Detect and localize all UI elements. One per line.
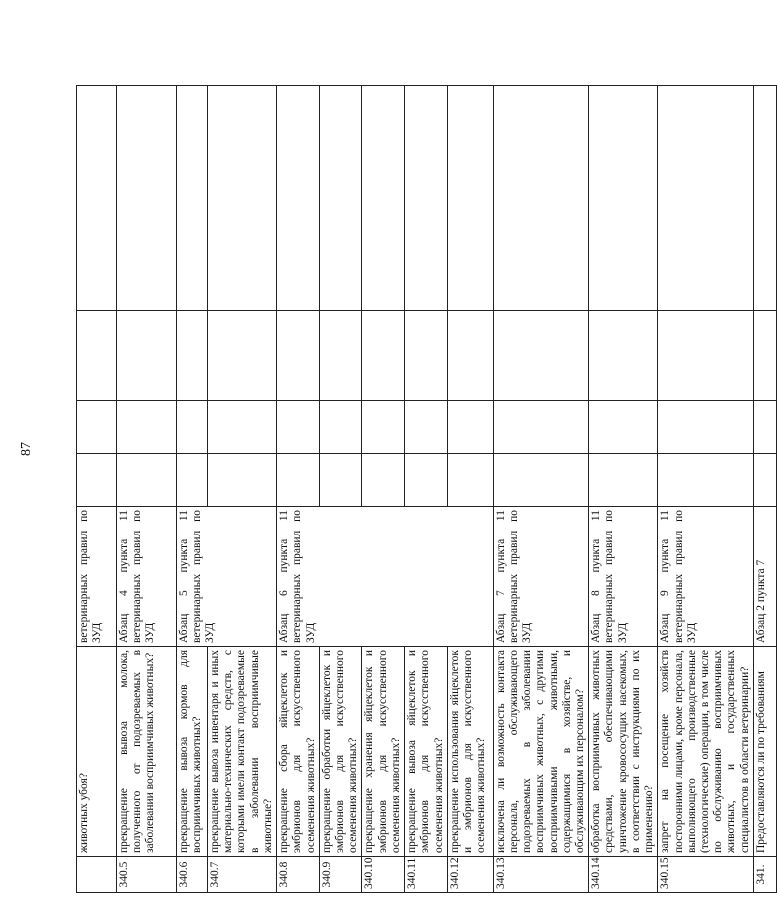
empty-cell	[277, 86, 320, 311]
row-question: прекращение использования яйцеклеток и эмбрионов для искусственного осеменения животных?	[447, 647, 493, 857]
checklist-table-container	[76, 86, 767, 893]
empty-cell	[208, 454, 277, 507]
row-number: 340.6	[177, 857, 208, 893]
row-number: 340.13	[493, 857, 589, 893]
row-number: 340.7	[208, 857, 277, 893]
empty-cell	[277, 454, 320, 507]
empty-cell	[319, 86, 362, 311]
empty-cell	[117, 454, 177, 507]
empty-cell	[658, 311, 754, 401]
empty-cell	[589, 86, 658, 311]
empty-cell	[589, 401, 658, 454]
empty-cell	[362, 401, 405, 454]
empty-cell	[177, 86, 208, 311]
row-number: 341.	[753, 857, 776, 893]
table-row	[117, 86, 177, 893]
row-number	[77, 857, 117, 893]
table-row	[753, 86, 776, 893]
row-reference: Абзац 8 пункта 11 ветеринарных правил по ЗУД	[589, 507, 658, 647]
empty-cell	[77, 86, 117, 311]
row-question: прекращение вывоза инвентаря и иных материально-технических средств, с которыми имели контакт подозреваемые в заболевании восприимчивые животные?	[208, 647, 277, 857]
row-number: 340.9	[319, 857, 362, 893]
empty-cell	[493, 401, 589, 454]
empty-cell	[117, 311, 177, 401]
table-row	[493, 86, 589, 893]
table-row	[362, 86, 405, 893]
empty-cell	[753, 401, 776, 454]
empty-cell	[493, 311, 589, 401]
empty-cell	[77, 311, 117, 401]
row-reference: Абзац 7 пункта 11 ветеринарных правил по ЗУД	[493, 507, 589, 647]
row-question: прекращение вывоза яйцеклеток и эмбрионов для искусственного осеменения животных?	[405, 647, 448, 857]
row-reference: Абзац 5 пункта 11 ветеринарных правил по ЗУД	[177, 507, 277, 647]
empty-cell	[405, 454, 448, 507]
empty-cell	[177, 311, 208, 401]
row-question: запрет на посещение хозяйств посторонними лицами, кроме персонала, выполняющего производственные (технологические) операции, в том числе по обслуживанию восприимчивых животных, и государственных специалистов в области ветеринарии?	[658, 647, 754, 857]
table-row	[77, 86, 117, 893]
empty-cell	[277, 311, 320, 401]
empty-cell	[77, 454, 117, 507]
table-row	[277, 86, 320, 893]
empty-cell	[658, 401, 754, 454]
empty-cell	[277, 401, 320, 454]
empty-cell	[753, 311, 776, 401]
empty-cell	[208, 86, 277, 311]
row-question: обработка восприимчивых животных средствами, обеспечивающими уничтожение кровососущих насекомых, в соответствии с инструкциями по их применению?	[589, 647, 658, 857]
empty-cell	[77, 401, 117, 454]
row-number: 340.14	[589, 857, 658, 893]
row-number: 340.8	[277, 857, 320, 893]
empty-cell	[117, 86, 177, 311]
table-row	[208, 86, 277, 893]
row-number: 340.11	[405, 857, 448, 893]
row-reference: ветеринарных правил по ЗУД	[77, 507, 117, 647]
empty-cell	[493, 454, 589, 507]
empty-cell	[405, 86, 448, 311]
empty-cell	[117, 401, 177, 454]
empty-cell	[405, 401, 448, 454]
empty-cell	[177, 401, 208, 454]
table-row	[447, 86, 493, 893]
row-question: животных убоя?	[77, 647, 117, 857]
row-question: исключена ли возможность контакта персонала, обслуживающего подозреваемых в заболевании восприимчивых животных, с другими восприимчивыми животными, содержащимися в хозяйстве, и обслуживающим их персоналом?	[493, 647, 589, 857]
empty-cell	[589, 454, 658, 507]
empty-cell	[362, 86, 405, 311]
empty-cell	[447, 311, 493, 401]
empty-cell	[447, 454, 493, 507]
empty-cell	[405, 311, 448, 401]
row-question: Предоставляются ли по требованиям	[753, 647, 776, 857]
empty-cell	[658, 86, 754, 311]
empty-cell	[362, 311, 405, 401]
row-question: прекращение обработки яйцеклеток и эмбрионов для искусственного осеменения животных?	[319, 647, 362, 857]
row-reference: Абзац 2 пункта 7	[753, 507, 776, 647]
empty-cell	[493, 86, 589, 311]
row-question: прекращение хранения яйцеклеток и эмбрионов для искусственного осеменения животных?	[362, 647, 405, 857]
empty-cell	[177, 454, 208, 507]
table-row	[319, 86, 362, 893]
empty-cell	[753, 454, 776, 507]
empty-cell	[447, 401, 493, 454]
checklist-table	[76, 85, 777, 893]
empty-cell	[589, 311, 658, 401]
empty-cell	[319, 311, 362, 401]
row-reference: Абзац 4 пункта 11 ветеринарных правил по ЗУД	[117, 507, 177, 647]
table-row	[405, 86, 448, 893]
empty-cell	[208, 311, 277, 401]
row-question: прекращение вывоза молока, полученного от подозреваемых в заболевании восприимчивых животных?	[117, 647, 177, 857]
row-question: прекращение вывоза кормов для восприимчивых животных?	[177, 647, 208, 857]
empty-cell	[319, 454, 362, 507]
empty-cell	[208, 401, 277, 454]
row-number: 340.12	[447, 857, 493, 893]
empty-cell	[447, 86, 493, 311]
row-number: 340.15	[658, 857, 754, 893]
empty-cell	[658, 454, 754, 507]
empty-cell	[319, 401, 362, 454]
empty-cell	[753, 86, 776, 311]
row-number: 340.5	[117, 857, 177, 893]
row-reference: Абзац 9 пункта 11 ветеринарных правил по ЗУД	[658, 507, 754, 647]
table-row	[177, 86, 208, 893]
table-row	[658, 86, 754, 893]
empty-cell	[362, 454, 405, 507]
page-number: 87	[19, 442, 34, 456]
row-reference: Абзац 6 пункта 11 ветеринарных правил по ЗУД	[277, 507, 494, 647]
table-row	[589, 86, 658, 893]
row-question: прекращение сбора яйцеклеток и эмбрионов для искусственного осеменения животных?	[277, 647, 320, 857]
row-number: 340.10	[362, 857, 405, 893]
